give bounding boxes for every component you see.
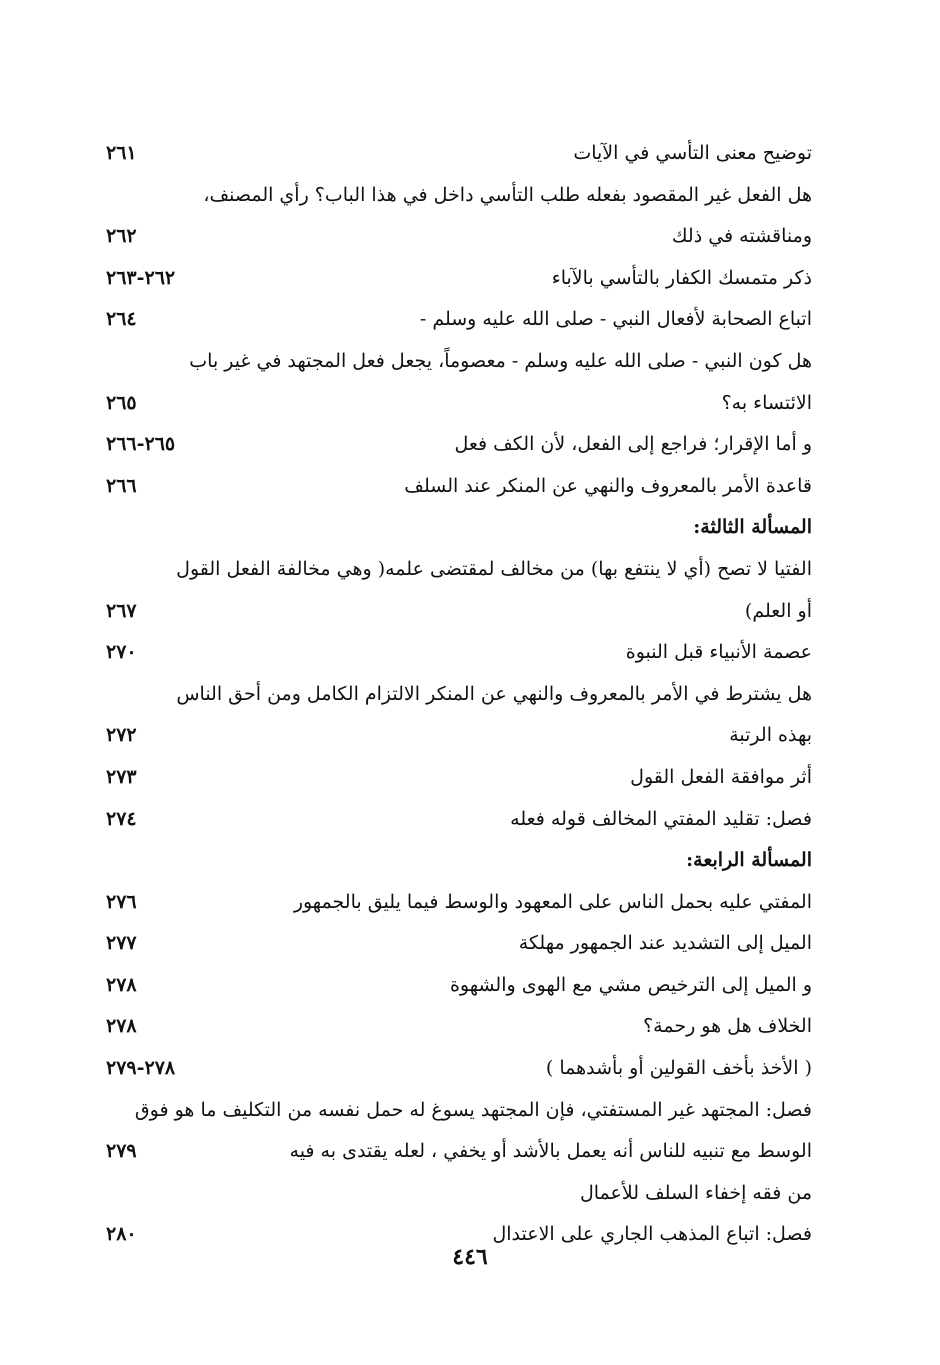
toc-entry-page: ٢٧٩ [106,1140,137,1163]
toc-entry-text: ( الأخذ بأخف القولين أو بأشدهما ) [545,1057,812,1080]
toc-entry-text: و أما الإقرار؛ فراجع إلى الفعل، لأن الكف فعل [454,433,812,456]
toc-entry-page: ٢٦٧ [106,599,137,622]
toc-entry [100,591,812,633]
toc-entry [100,1048,812,1090]
toc-entry-text: قاعدة الأمر بالمعروف والنهي عن المنكر عند السلف [404,474,812,497]
toc-entry [100,1090,812,1132]
toc-entry-page: ٢٨٠ [106,1223,137,1246]
toc-entry [100,757,812,799]
toc-entry-text: الوسط مع تنبيه للناس أنه يعمل بالأشد أو يخفي ، لعله يقتدى به فيه [289,1140,812,1163]
toc-entry-text: ذكر متمسك الكفار بالتأسي بالآباء [551,266,812,289]
toc-entry [100,466,812,508]
toc-entry [100,1173,812,1215]
toc-entry-text: فصل: المجتهد غير المستفتي، فإن المجتهد يسوغ له حمل نفسه من التكليف ما هو فوق [134,1098,812,1121]
toc-entry [100,965,812,1007]
toc-entry-page: ٢٧٨-٢٧٩ [106,1057,176,1080]
table-of-contents [100,133,812,1256]
toc-entry-text: فصل: تقليد المفتي المخالف قوله فعله [510,807,812,830]
toc-entry-text: أثر موافقة الفعل القول [630,765,812,788]
toc-entry-text: عصمة الأنبياء قبل النبوة [625,641,812,664]
toc-entry-page: ٢٦٥-٢٦٦ [106,433,176,456]
toc-entry-page: ٢٧٣ [106,765,137,788]
toc-entry [100,299,812,341]
toc-entry-text: الميل إلى التشديد عند الجمهور مهلكة [518,932,812,955]
toc-entry-text: توضيح معنى التأسي في الآيات [573,142,812,164]
toc-entry-text: المسألة الرابعة: [686,849,812,872]
toc-entry [100,424,812,466]
section-heading [100,507,812,549]
toc-entry [100,1131,812,1173]
toc-entry-text: الخلاف هل هو رحمة؟ [643,1015,812,1038]
toc-entry [100,923,812,965]
toc-entry [100,799,812,841]
page-number: ٤٤٦ [452,1244,488,1270]
toc-entry-text: المسألة الثالثة: [693,516,812,539]
toc-entry [100,1006,812,1048]
toc-entry-text: من فقه إخفاء السلف للأعمال [579,1181,812,1204]
toc-entry-text: ومناقشته في ذلك [671,225,812,248]
toc-entry-page: ٢٧٦ [106,890,137,913]
toc-entry [100,216,812,258]
toc-entry-page: ٢٦٤ [106,308,137,331]
toc-entry-page: ٢٦٦ [106,474,137,497]
section-heading [100,840,812,882]
toc-entry [100,674,812,716]
toc-entry-page: ٢٧٤ [106,807,137,830]
toc-entry [100,258,812,300]
toc-entry [100,133,812,175]
toc-entry [100,549,812,591]
toc-entry-text: بهذه الرتبة [729,724,812,747]
toc-entry-text: الائتساء به؟ [721,391,812,414]
toc-entry [100,632,812,674]
toc-entry-page: ٢٧٨ [106,1015,137,1038]
toc-entry [100,715,812,757]
toc-entry-page: ٢٧٢ [106,724,137,747]
toc-entry [100,383,812,425]
toc-entry-text: هل كون النبي - صلى الله عليه وسلم - معصوماً، يجعل فعل المجتهد في غير باب [189,349,812,372]
toc-entry-page: ٢٦٥ [106,391,137,414]
toc-entry [100,341,812,383]
toc-entry-text: اتباع الصحابة لأفعال النبي - صلى الله عليه وسلم - [419,308,812,331]
toc-entry-page: ٢٧٨ [106,973,137,996]
toc-entry-text: هل يشترط في الأمر بالمعروف والنهي عن المنكر الالتزام الكامل ومن أحق الناس [176,682,812,705]
toc-entry [100,882,812,924]
toc-entry-page: ٢٧٠ [106,641,137,664]
toc-entry-text: و الميل إلى الترخيص مشي مع الهوى والشهوة [449,973,812,996]
toc-entry-text: المفتي عليه بحمل الناس على المعهود والوسط فيما يليق بالجمهور [293,890,812,913]
toc-entry-page: ٢٦٢ [106,225,137,248]
toc-entry-text: أو العلم) [744,599,812,622]
toc-entry-text: الفتيا لا تصح (أي لا ينتفع بها) من مخالف لمقتضى علمه( وهي مخالفة الفعل القول [176,557,812,580]
toc-entry-page: ٢٦٢-٢٦٣ [106,266,176,289]
toc-entry-text: هل الفعل غير المقصود بفعله طلب التأسي داخل في هذا الباب؟ رأي المصنف، [203,183,812,206]
toc-entry [100,175,812,217]
toc-entry-page: ٢٦١ [106,142,137,164]
toc-entry-page: ٢٧٧ [106,932,137,955]
toc-entry-text: فصل: اتباع المذهب الجاري على الاعتدال [492,1223,812,1246]
